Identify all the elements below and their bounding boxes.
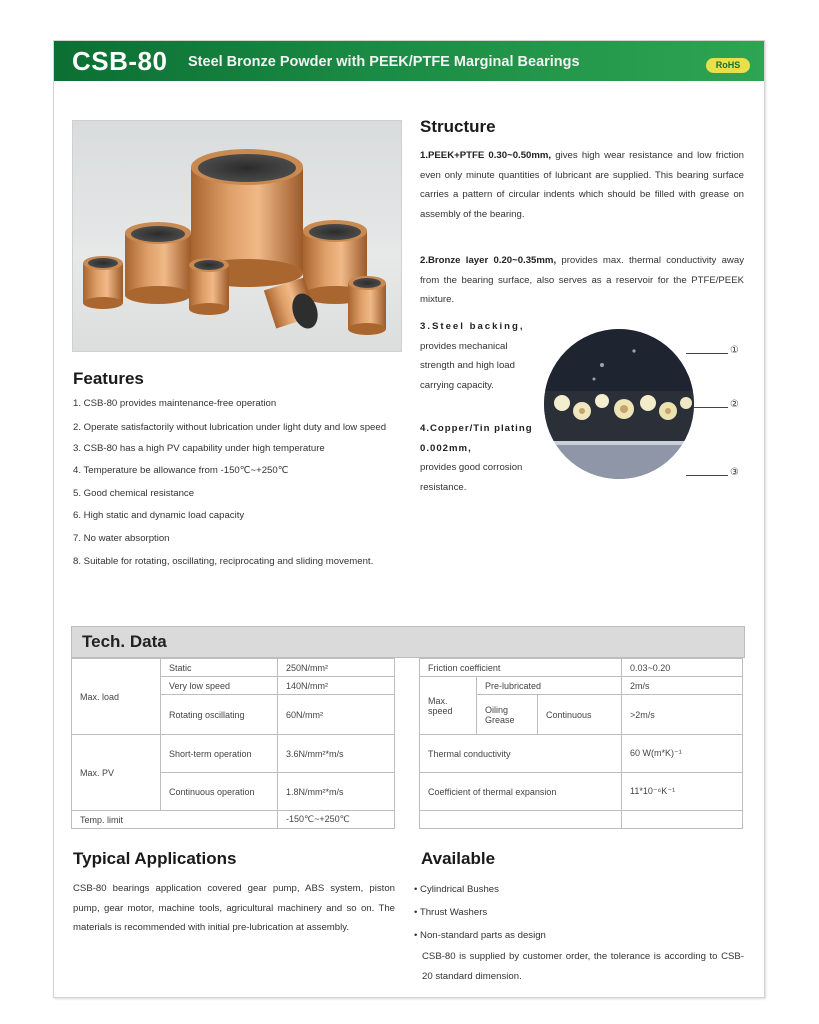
continuous-label: Continuous operation <box>161 773 278 811</box>
feature-item: 3. CSB-80 has a high PV capability under high temperature <box>73 442 325 454</box>
feature-item: 4. Temperature be allowance from -150℃~+250℃ <box>73 465 289 476</box>
empty-cell <box>420 811 622 829</box>
available-item: • Non-standard parts as design <box>414 930 546 941</box>
available-note: CSB-80 is supplied by customer order, the tolerance is according to CSB-20 standard dimension. <box>422 951 744 982</box>
feature-item: 7. No water absorption <box>73 532 170 544</box>
applications-heading: Typical Applications <box>73 849 237 868</box>
short-term-label: Short-term operation <box>161 735 278 773</box>
product-model: CSB-80 <box>72 46 168 76</box>
feature-item: 2. Operate satisfactorily without lubrication under light duty and low speed <box>73 421 387 433</box>
pre-lubricated-value: 2m/s <box>622 677 743 695</box>
structure-item-2-text: provides max. thermal conductivity away from the bearing surface, also serves as a reservoir for the PTFE/PEEK mixture. <box>420 255 744 305</box>
friction-label: Friction coefficient <box>420 659 622 677</box>
tech-data-header <box>71 626 745 658</box>
short-term-value: 3.6N/mm²*m/s <box>278 735 395 773</box>
oiling-grease-label: Oiling Grease <box>477 695 538 735</box>
marker-1: ① <box>730 345 739 356</box>
very-low-speed-value: 140N/mm² <box>278 677 395 695</box>
structure-item-1 <box>420 146 744 224</box>
structure-item-4 <box>420 419 542 497</box>
pre-lubricated-label: Pre-lubricated <box>477 677 622 695</box>
title-banner <box>54 41 764 81</box>
structure-item-1-text: gives high wear resistance and low friction even only minute quantities of lubricant are supplied. This bearing surface carries a pattern of circular indents which should be filled with grease on assembly of the bearing. <box>420 150 744 220</box>
rohs-badge: RoHS <box>706 58 750 73</box>
tech-data-left-table <box>71 658 395 829</box>
very-low-speed-label: Very low speed <box>161 677 278 695</box>
marker-3: ③ <box>730 467 739 478</box>
available-list <box>414 878 749 947</box>
rotating-value: 60N/mm² <box>278 695 395 735</box>
structure-item-3 <box>420 317 538 395</box>
leader-line-1 <box>686 353 728 354</box>
structure-heading: Structure <box>420 117 496 136</box>
feature-item: 1. CSB-80 provides maintenance-free operation <box>73 398 277 409</box>
structure-item-2 <box>420 251 744 310</box>
available-heading: Available <box>421 849 496 868</box>
leader-line-2 <box>694 407 728 408</box>
rotating-label: Rotating oscillating <box>161 695 278 735</box>
available-item: • Cylindrical Bushes <box>414 884 499 895</box>
datasheet-page <box>53 40 765 998</box>
max-pv-label: Max. PV <box>72 735 161 811</box>
temp-limit-label: Temp. limit <box>72 811 278 829</box>
continuous-value: 1.8N/mm²*m/s <box>278 773 395 811</box>
product-photo <box>72 120 402 352</box>
temp-limit-value: -150℃~+250℃ <box>278 811 395 829</box>
features-list <box>73 393 403 572</box>
empty-cell <box>622 811 743 829</box>
thermal-conductivity-label: Thermal conductivity <box>420 735 622 773</box>
feature-item: 8. Suitable for rotating, oscillating, reciprocating and sliding movement. <box>73 556 374 567</box>
bushings-illustration <box>73 121 401 351</box>
structure-item-4-title: 4.Copper/Tin plating 0.002mm, <box>420 423 533 454</box>
thermal-conductivity-value: 60 W(m*K)⁻¹ <box>622 735 743 773</box>
thermal-expansion-label: Coefficient of thermal expansion <box>420 773 622 811</box>
tech-data-right-table <box>419 658 743 829</box>
structure-item-4-text: provides good corrosion resistance. <box>420 462 523 493</box>
oiling-mode-label: Continuous <box>538 695 622 735</box>
static-label: Static <box>161 659 278 677</box>
structure-item-3-text: provides mechanical strength and high load carrying capacity. <box>420 340 515 391</box>
feature-item: 5. Good chemical resistance <box>73 487 195 499</box>
structure-item-1-title: 1.PEEK+PTFE 0.30~0.50mm, <box>420 150 552 161</box>
max-load-label: Max. load <box>72 659 161 735</box>
cross-section-image <box>544 329 694 479</box>
marker-2: ② <box>730 399 739 410</box>
feature-item: 6. High static and dynamic load capacity <box>73 510 245 521</box>
features-heading: Features <box>73 369 144 388</box>
structure-item-2-title: 2.Bronze layer 0.20~0.35mm, <box>420 255 557 266</box>
cross-section-illustration <box>544 329 694 479</box>
max-speed-label: Max. speed <box>420 677 477 735</box>
thermal-expansion-value: 11*10⁻⁶K⁻¹ <box>622 773 743 811</box>
leader-line-3 <box>686 475 728 476</box>
structure-item-3-title: 3.Steel backing, <box>420 321 525 332</box>
friction-value: 0.03~0.20 <box>622 659 743 677</box>
oiling-value: >2m/s <box>622 695 743 735</box>
applications-text: CSB-80 bearings application covered gear pump, ABS system, piston pump, gear motor, machine tools, agricultural machinery and so on. The materials is recommended with initial pre-lubrication at assembly. <box>73 883 395 933</box>
available-item: • Thrust Washers <box>414 907 488 918</box>
product-subtitle: Steel Bronze Powder with PEEK/PTFE Marginal Bearings <box>188 54 580 70</box>
static-value: 250N/mm² <box>278 659 395 677</box>
tech-data-heading: Tech. Data <box>82 632 167 651</box>
